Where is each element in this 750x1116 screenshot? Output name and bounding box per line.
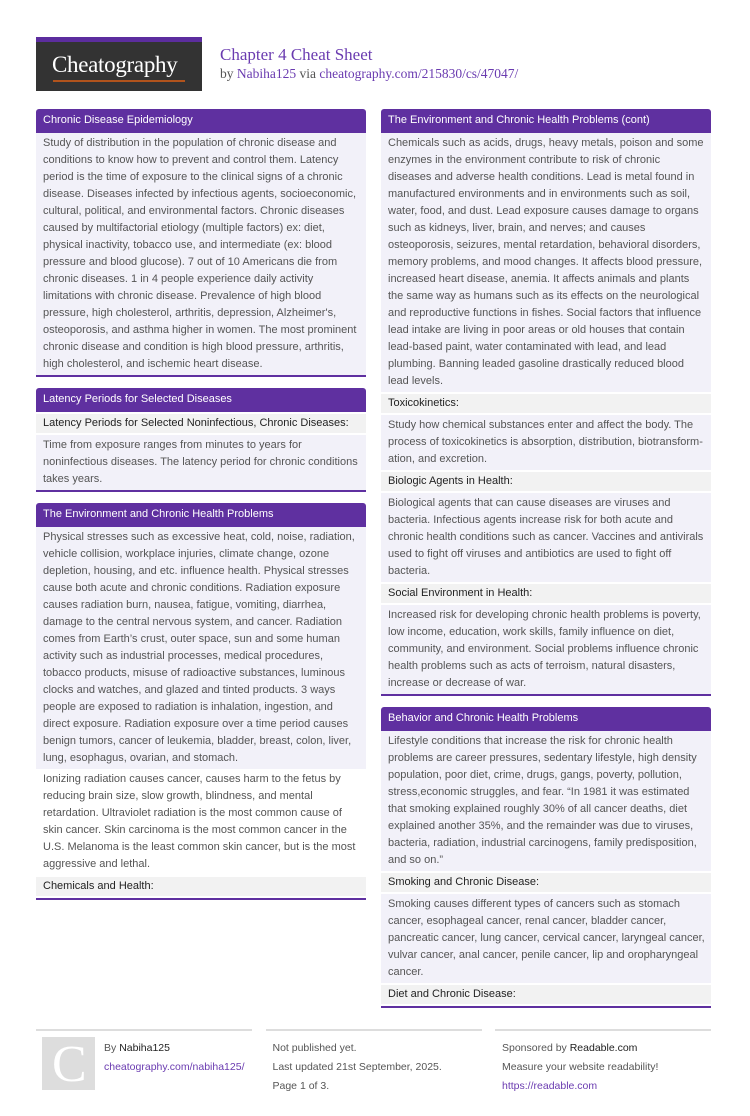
section-text: Increased risk for developing chronic health problems is poverty, low income, education, work skills, family influence on diet, community, and environment. Social problems influence chronic health problems such as acts of terroism, natural disasters, increase or decrease of war. — [381, 605, 711, 694]
section-title: The Environment and Chronic Health Problems — [36, 503, 366, 527]
footer — [36, 1029, 711, 1096]
byline: by Nabiha125 via cheatography.com/215830/cs/47047/ — [220, 66, 519, 81]
section-environment — [36, 503, 366, 900]
right-column — [381, 109, 711, 1019]
cheatography-c-logo: C — [42, 1037, 95, 1090]
section-latency-periods — [36, 388, 366, 492]
section-chronic-disease-epidemiology — [36, 109, 366, 377]
cheatography-logo[interactable]: Cheatography — [36, 37, 202, 91]
footer-sponsor: Sponsored by Readable.com Measure your website readability! https://readable.com — [495, 1029, 711, 1096]
section-text: Study how chemical substances enter and affect the body. The process of toxicokinetics is absorption, distribution, biotransformation, and excretion. — [381, 415, 711, 470]
sheet-url-link[interactable]: cheatography.com/215830/cs/47047/ — [319, 66, 519, 81]
section-text: Ionizing radiation causes cancer, causes harm to the fetus by reducing brain size, slow growth, blindness, and mental retardation. Ultraviolet radiation is the most common cause of skin cancer. Skin carcinoma is the most common cancer in the U.S. Melanoma is the least common skin cancer, but is the most aggressive and lethal. — [36, 769, 366, 875]
author-profile-link[interactable]: cheatography.com/nabiha125/ — [104, 1061, 245, 1073]
section-behavior — [381, 707, 711, 1008]
section-title: Latency Periods for Selected Diseases — [36, 388, 366, 412]
footer-author: C By Nabiha125 cheatography.com/nabiha125/ — [36, 1029, 252, 1096]
sponsor-link[interactable]: https://readable.com — [502, 1080, 598, 1092]
author-link[interactable]: Nabiha125 — [236, 66, 297, 81]
section-title: The Environment and Chronic Health Problems (cont) — [381, 109, 711, 133]
page-content — [36, 109, 711, 1116]
section-text: Time from exposure ranges from minutes to years for noninfectious diseases. The latency period for chronic conditions takes years. — [36, 435, 366, 490]
left-column — [36, 109, 366, 911]
page-title: Chapter 4 Cheat Sheet — [220, 45, 373, 64]
section-text: Physical stresses such as excessive heat, cold, noise, radiation, vehicle collision, workplace injuries, climate change, ozone depletion, housing, and etc. influence health. Physical stresses cause both acute and chronic conditions. Radiation exposure causes radiation burn, nausea, fatigue, vomiting, diarrhea, damage to the central nervous system, and cancer. Radiation comes from Earth’s crust, outer space, sun and some human activity such as industrial processes, medical procedures, tobacco products, misuse of radioactive substances, luminous clocks and watches, and glazed and tinted products. 3 ways people are exposed to radiation is inhalation, ingestion, and direct exposure. Radiation exposure over a time period causes benign tumors, cancer of leukemia, bladder, breast, colon, liver, lung, esophagus, ovarian, and stomach. — [36, 527, 366, 769]
subheading: Toxicokinetics: — [381, 394, 711, 413]
section-text: Chemicals such as acids, drugs, heavy metals, poison and some enzymes in the environment contribute to risk of chronic diseases and adverse health conditions. Lead is metal found in manufactured environments and in environments such as soil, water, food, and dust. Lead exposure causes damage to organs such as kidneys, liver, brain, and nerves; and causes osteoporosis, seizures, mental retardation, behavioral disorders, memory problems, and mood changes. It affects blood pressure, increased heart disease, anemia. It affects animals and plants the same way as humans such as its effects on the neurological and reproductive functions in fishes. Social factors that influence lead intake are living in poor areas or old houses that contain lead-based paint, water contaminated with lead, and lead plumbing. Banning leaded gasoline drastically reduced blood lead levels. — [381, 133, 711, 392]
subheading: Smoking and Chronic Disease: — [381, 873, 711, 892]
section-text: Lifestyle conditions that increase the risk for chronic health problems are career pressures, sedentary lifestyle, high density population, poor diet, crime, drugs, gangs, poverty, pollution, stress,economic struggles, and fear. “In 1981 it was estimated that smoking explained roughly 30% of all cancer deaths, diet explained another 35%, and the remainder was due to viruses, bacteria, radiation, industrial carcinogens, family predisposition, and so on.” — [381, 731, 711, 871]
section-title: Behavior and Chronic Health Problems — [381, 707, 711, 731]
subheading: Latency Periods for Selected Noninfectious, Chronic Diseases: — [36, 414, 366, 433]
subheading: Diet and Chronic Disease: — [381, 985, 711, 1004]
subheading: Chemicals and Health: — [36, 877, 366, 896]
subheading: Biologic Agents in Health: — [381, 472, 711, 491]
section-title: Chronic Disease Epidemiology — [36, 109, 366, 133]
footer-status: Not published yet. Last updated 21st September, 2025. Page 1 of 3. — [266, 1029, 482, 1096]
section-text: Biological agents that can cause diseases are viruses and bacteria. Infectious agents increase risk for both acute and chronic health conditions such as cancer. Vaccines and antivirals used to fight off viruses and antibiotics are used to fight off bacteria. — [381, 493, 711, 582]
section-text: Smoking causes different types of cancers such as stomach cancer, esophageal cancer, renal cancer, bladder cancer, pancreatic cancer, lung cancer, cervical cancer, laryngeal cancer, vulvar cancer, anal cancer, penile cancer, lip and oropharyngeal cancer. — [381, 894, 711, 983]
section-text: Study of distribution in the population of chronic disease and conditions to know how to prevent and control them. Latency period is the time of exposure to the clinical signs of a chronic disease. Diseases infected by infectious agents, socioeconomic, cultural, political, and environmental factors. Chronic diseases caused by multifactorial etiology (multiple factors) ex: diet, physical inactivity, tobacco use, and intermediate (ex: blood pressure and blood glucose). 7 out of 10 Americans die from chronic diseases. 1 in 4 people experience daily activity limitations with chronic disease. Prevalence of high blood pressure, high cholesterol, arthritis, depression, Alzheimer's, osteoporosis, and asthma higher in women. The most prominent chronic disease and condition is high blood pressure, arthritis, high cholesterol, and ischemic heart disease. — [36, 133, 366, 375]
subheading: Social Environment in Health: — [381, 584, 711, 603]
columns — [36, 109, 711, 1019]
section-environment-cont — [381, 109, 711, 696]
